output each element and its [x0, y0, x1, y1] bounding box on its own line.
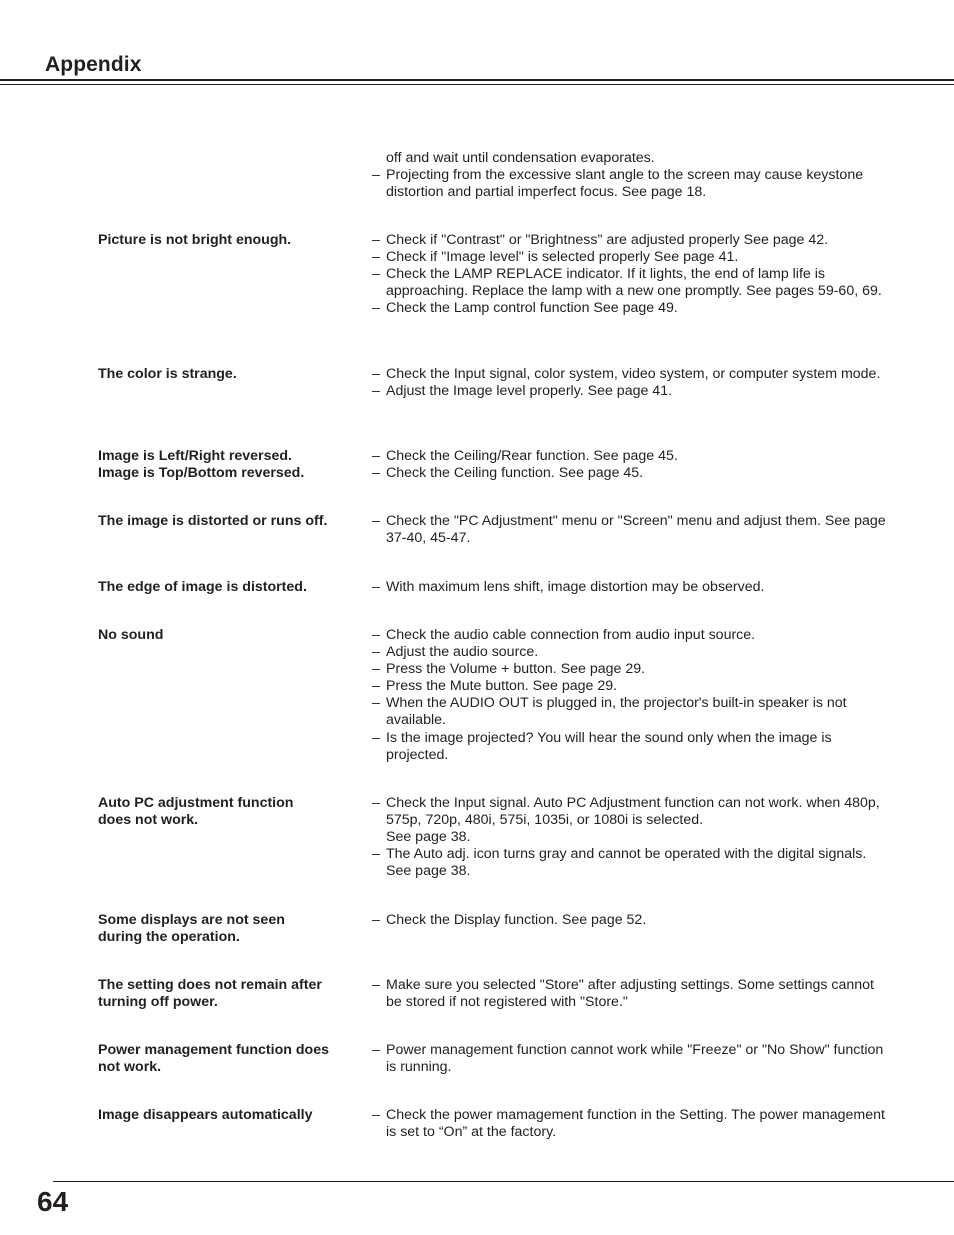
problem-label: Picture is not bright enough. [98, 232, 292, 248]
remedy-text: Adjust the Image level properly. See page 41. [386, 383, 673, 400]
remedy-list [372, 448, 892, 482]
problem-label: No sound [98, 627, 164, 643]
remedy-item: – Check the Input signal. Auto PC Adjustment function can not work. when 480p, 575p, 720p, 480i, 575i, 1035i, or 1080i is selected. [372, 795, 880, 829]
remedy-text: Projecting from the excessive slant angle to the screen may cause keystone distortion and partial imperfect focus. See page 18. [386, 167, 864, 201]
page-header-title: Appendix [45, 53, 142, 76]
remedy-item: – The Auto adj. icon turns gray and cannot be operated with the digital signals. See page 38. [372, 846, 867, 880]
remedy-list [372, 627, 892, 764]
remedy-item: – Check the Ceiling function. See page 45. [372, 465, 644, 482]
remedy-item: – Check the "PC Adjustment" menu or "Screen" menu and adjust them. See page 37-40, 45-47. [372, 513, 886, 547]
remedy-text: Check the Input signal. Auto PC Adjustment function can not work. when 480p, 575p, 720p, 480i, 575i, 1035i, or 1080i is selected. [386, 795, 880, 829]
remedy-list [372, 1107, 892, 1141]
remedy-text: Check the Ceiling/Rear function. See page 45. [386, 448, 678, 464]
remedy-item: – Check the Lamp control function See page 49. [372, 300, 678, 317]
problem-label: The image is distorted or runs off. [98, 513, 328, 529]
remedy-item: – Press the Volume + button. See page 29. [372, 661, 646, 678]
remedy-item: – Make sure you selected "Store" after adjusting settings. Some settings cannot be stored if not registered with "Store." [372, 977, 874, 1011]
remedy-list [372, 912, 892, 929]
continued-remedy-block [372, 150, 892, 201]
remedy-list [372, 977, 892, 1011]
remedy-item: – Press the Mute button. See page 29. [372, 678, 618, 695]
remedy-text: Check the "PC Adjustment" menu or "Screen" menu and adjust them. See page 37-40, 45-47. [386, 513, 886, 547]
remedy-text: When the AUDIO OUT is plugged in, the projector's built-in speaker is not available. [386, 695, 847, 729]
remedy-text: Check if "Contrast" or "Brightness" are adjusted properly See page 42. [386, 232, 829, 248]
remedy-item: – Power management function cannot work while "Freeze" or "No Show" function is running. [372, 1042, 884, 1076]
remedy-item: – Check if "Contrast" or "Brightness" are adjusted properly See page 42. [372, 232, 829, 248]
remedy-item: – Adjust the audio source. [372, 644, 539, 661]
remedy-item: – Is the image projected? You will hear the sound only when the image is projected. [372, 729, 832, 763]
remedy-item: – When the AUDIO OUT is plugged in, the projector's built-in speaker is not available. [372, 695, 847, 729]
page-number: 64 [37, 1186, 69, 1217]
remedy-item: – With maximum lens shift, image distortion may be observed. [372, 579, 765, 595]
problem-label: Power management function does not work. [98, 1042, 329, 1076]
remedy-continuation: See page 38. [386, 829, 471, 846]
problem-label: Image disappears automatically [98, 1107, 313, 1123]
remedy-list [372, 366, 892, 400]
problem-label: Some displays are not seen during the operation. [98, 912, 285, 946]
remedy-item: – Check the power mamagement function in the Setting. The power management is set to “On” at the factory. [372, 1107, 885, 1141]
remedy-text: Check the audio cable connection from audio input source. [386, 627, 756, 643]
remedy-item: – Check the audio cable connection from audio input source. [372, 627, 756, 643]
problem-label: The color is strange. [98, 366, 237, 382]
remedy-list [372, 232, 892, 317]
header-rule [0, 79, 954, 81]
remedy-text: Check the Lamp control function See page 49. [386, 300, 678, 317]
remedy-item: – Check the Display function. See page 52. [372, 912, 647, 928]
remedy-text: Check if "Image level" is selected properly See page 41. [386, 249, 739, 266]
remedy-text: Check the LAMP REPLACE indicator. If it lights, the end of lamp life is approaching. Replace the lamp with a new one promptly. See pages 59-60, 69. [386, 266, 882, 300]
remedy-list [372, 1042, 892, 1076]
problem-label: The edge of image is distorted. [98, 579, 307, 595]
remedy-text: Check the Display function. See page 52. [386, 912, 647, 928]
remedy-text: Check the Ceiling function. See page 45. [386, 465, 644, 482]
remedy-text: Press the Volume + button. See page 29. [386, 661, 646, 678]
continued-remedy-text: off and wait until condensation evaporates. [386, 150, 655, 166]
remedy-item: – Check the Input signal, color system, video system, or computer system mode. [372, 366, 881, 382]
remedy-text: The Auto adj. icon turns gray and cannot be operated with the digital signals. See page 38. [386, 846, 867, 880]
remedy-item: – Projecting from the excessive slant angle to the screen may cause keystone distortion and partial imperfect focus. See page 18. [372, 167, 864, 201]
problem-label: Image is Left/Right reversed. Image is Top/Bottom reversed. [98, 448, 305, 482]
remedy-item: – Check the LAMP REPLACE indicator. If it lights, the end of lamp life is approaching. Replace the lamp with a new one promptly. See pages 59-60, 69. [372, 266, 882, 300]
remedy-list [372, 513, 892, 547]
remedy-text: Power management function cannot work while "Freeze" or "No Show" function is running. [386, 1042, 884, 1076]
remedy-text: With maximum lens shift, image distortion may be observed. [386, 579, 765, 595]
header-rule-thin [0, 84, 954, 85]
remedy-text: Adjust the audio source. [386, 644, 539, 661]
remedy-text: Check the Input signal, color system, video system, or computer system mode. [386, 366, 881, 382]
problem-label: Auto PC adjustment function does not work. [98, 795, 294, 829]
remedy-item: – Check if "Image level" is selected properly See page 41. [372, 249, 739, 266]
footer-rule [53, 1181, 954, 1182]
remedy-item: – Check the Ceiling/Rear function. See page 45. [372, 448, 678, 464]
remedy-text: Check the power mamagement function in the Setting. The power management is set to “On” at the factory. [386, 1107, 885, 1141]
remedy-text: Is the image projected? You will hear the sound only when the image is projected. [386, 729, 832, 763]
remedy-list [372, 795, 892, 880]
remedy-text: Press the Mute button. See page 29. [386, 678, 618, 695]
remedy-text: Make sure you selected "Store" after adjusting settings. Some settings cannot be stored if not registered with "Store." [386, 977, 874, 1011]
remedy-item: – Adjust the Image level properly. See page 41. [372, 383, 673, 400]
problem-label: The setting does not remain after turning off power. [98, 977, 322, 1011]
remedy-list [372, 579, 892, 596]
